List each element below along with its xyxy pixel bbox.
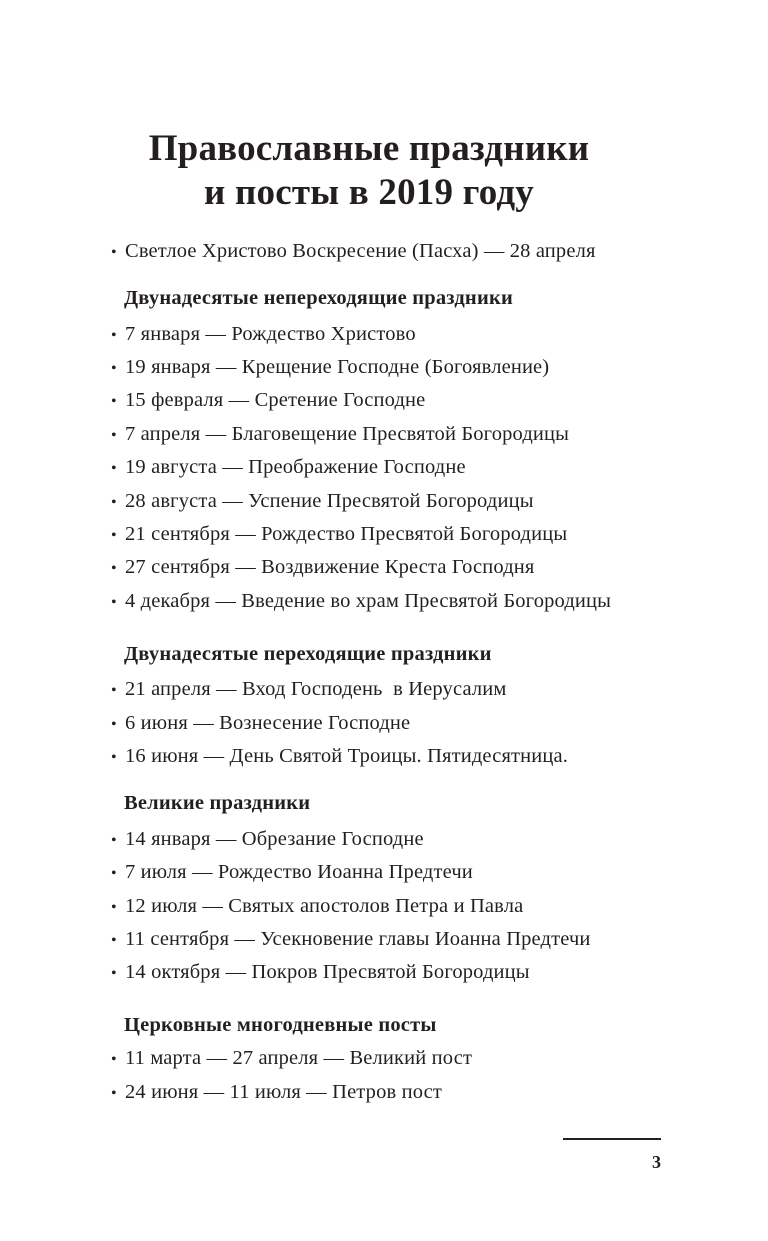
bullet-icon: •	[111, 244, 117, 261]
bullet-icon: •	[111, 494, 117, 511]
section-heading-movable-feasts: Двунадесятые переходящие праздники	[124, 643, 492, 665]
section-heading-fasts: Церковные многодневные посты	[124, 1014, 437, 1036]
list-item-text: 12 июля — Святых апостолов Петра и Павла	[125, 895, 524, 917]
section-heading-fixed-feasts: Двунадесятые непереходящие праздники	[124, 287, 513, 309]
page-number: 3	[652, 1152, 661, 1172]
bullet-icon: •	[111, 527, 117, 544]
bullet-icon: •	[111, 327, 117, 344]
section-heading-great-feasts: Великие праздники	[124, 792, 311, 814]
list-item-text: 21 апреля — Вход Господень в Иерусалим	[125, 678, 507, 700]
list-item-text: 16 июня — День Святой Троицы. Пятидесятница.	[125, 745, 569, 767]
bullet-icon: •	[111, 932, 117, 949]
list-item	[111, 388, 425, 414]
bullet-icon: •	[111, 460, 117, 477]
list-item-text: 6 июня — Вознесение Господне	[125, 712, 411, 734]
list-item-text: 14 января — Обрезание Господне	[125, 828, 424, 850]
list-item-text: 15 февраля — Сретение Господне	[125, 389, 426, 411]
list-item-text: 11 сентября — Усекновение главы Иоанна Предтечи	[125, 928, 591, 950]
list-item-text: 24 июня — 11 июля — Петров пост	[125, 1081, 442, 1103]
bullet-icon: •	[111, 393, 117, 410]
list-item-text: 7 апреля — Благовещение Пресвятой Богородицы	[125, 423, 570, 445]
bullet-icon: •	[111, 1085, 117, 1102]
list-item-text: 4 декабря — Введение во храм Пресвятой Богородицы	[125, 590, 612, 612]
easter-item	[111, 239, 596, 265]
bullet-icon: •	[111, 965, 117, 982]
list-item-text: 21 сентября — Рождество Пресвятой Богородицы	[125, 523, 568, 545]
list-item-text: 11 марта — 27 апреля — Великий пост	[125, 1047, 473, 1069]
bullet-icon: •	[111, 865, 117, 882]
list-item	[111, 322, 416, 348]
page-title	[0, 127, 738, 215]
list-item-text: 14 октября — Покров Пресвятой Богородицы	[125, 961, 530, 983]
list-item	[111, 927, 591, 953]
list-item	[111, 860, 473, 886]
list-item	[111, 677, 507, 703]
bullet-icon: •	[111, 682, 117, 699]
list-item	[111, 827, 424, 853]
list-item	[111, 522, 567, 548]
title-line-2: и посты в 2019 году	[204, 172, 534, 213]
list-item-text: 19 января — Крещение Господне (Богоявление)	[125, 356, 550, 378]
bullet-icon: •	[111, 1051, 117, 1068]
bullet-icon: •	[111, 427, 117, 444]
list-item-text: 19 августа — Преображение Господне	[125, 456, 466, 478]
list-item	[111, 489, 534, 515]
list-item	[111, 455, 466, 481]
bullet-icon: •	[111, 832, 117, 849]
bullet-icon: •	[111, 594, 117, 611]
list-item	[111, 589, 611, 615]
easter-text: Светлое Христово Воскресение (Пасха) — 28 апреля	[125, 240, 596, 262]
bullet-icon: •	[111, 749, 117, 766]
list-item-text: 28 августа — Успение Пресвятой Богородицы	[125, 490, 534, 512]
bullet-icon: •	[111, 560, 117, 577]
list-item	[111, 355, 549, 381]
list-item	[111, 1080, 442, 1106]
list-item	[111, 894, 523, 920]
list-item-text: 27 сентября — Воздвижение Креста Господня	[125, 556, 535, 578]
list-item	[111, 960, 530, 986]
list-item	[111, 555, 535, 581]
list-item	[111, 422, 569, 448]
list-item	[111, 711, 410, 737]
footer-rule	[563, 1138, 661, 1140]
list-item-text: 7 июля — Рождество Иоанна Предтечи	[125, 861, 473, 883]
list-item-text: 7 января — Рождество Христово	[125, 323, 416, 345]
bullet-icon: •	[111, 716, 117, 733]
list-item	[111, 1046, 472, 1072]
bullet-icon: •	[111, 899, 117, 916]
list-item	[111, 744, 568, 770]
title-line-1: Православные праздники	[148, 128, 590, 169]
bullet-icon: •	[111, 360, 117, 377]
